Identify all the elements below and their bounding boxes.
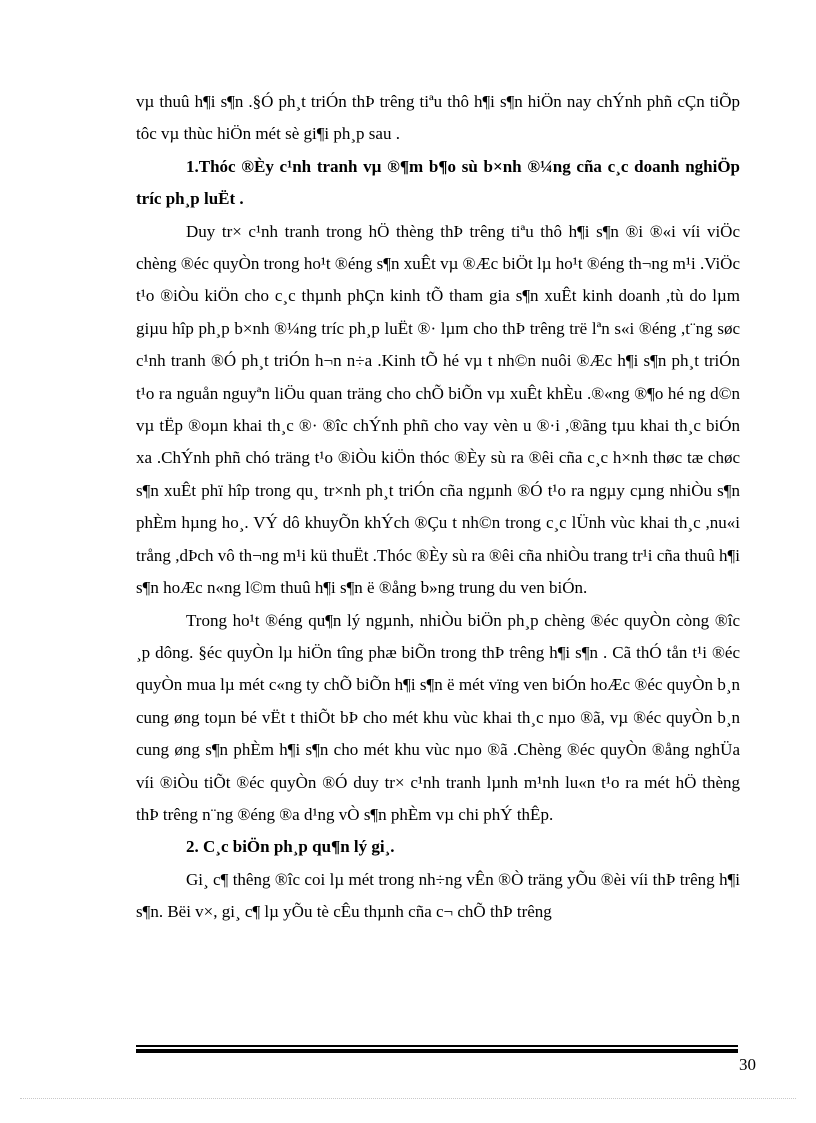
paragraph-anti-monopoly: Trong ho¹t ®éng qu¶n lý ngµnh, nhiÒu biÖn ph¸p chèng ®éc quyÒn còng ®îc ¸p dông. §éc quyÒn lµ hiÖn tîng phæ biÕn trong thÞ trêng h¶i s¶n . Cã thÓ tån t¹i ®éc quyÒn mua lµ mét c«ng ty chÕ biÕn h¶i s¶n ë mét vïng ven biÓn hoÆc ®éc quyÒn b¸n cung øng toµn bé vËt t thiÕt bÞ cho mét khu vùc khai th¸c nµo ®ã, vµ ®éc quyÒn b¸n cung øng s¶n phÈm h¶i s¶n cho mét khu vùc nµo ®ã .Chèng ®éc quyÒn ®ång nghÜa víi ®iÒu tiÕt ®éc quyÒn ®Ó duy tr× c¹nh tranh lµnh m¹nh lu«n t¹o ra mét hÖ thèng thÞ trêng n¨ng ®éng ®a d¹ng vÒ s¶n phÈm vµ chi phÝ thÊp. [136, 610, 740, 824]
paragraph-competition: Duy tr× c¹nh tranh trong hÖ thèng thÞ trêng tiªu thô h¶i s¶n ®i ®«i víi viÖc chèng ®éc quyÒn trong ho¹t ®éng s¶n xuÊt vµ ®Æc biÖt lµ ho¹t ®éng th¬ng m¹i .ViÖc t¹o ®iÒu kiÖn cho c¸c thµnh phÇn kinh tÕ tham gia s¶n xuÊt kinh doanh ,tù do lµm giµu hîp ph¸p b×nh ®¼ng tríc ph¸p luËt ®· lµm cho thÞ trêng trë lªn s«i ®éng ,t¨ng søc c¹nh tranh ®Ó ph¸t triÓn h¬n n÷a .Kinh tÕ hé vµ t nh©n nuôi ®Æc h¶i s¶n ph¸t triÓn t¹o ra nguån nguyªn liÖu quan träng cho chÕ biÕn vµ xuÊt khÈu .®«ng ®¶o hé ng d©n vµ tËp ®oµn khai th¸c ®· ®îc chÝnh phñ cho vay vèn u ®·i ,®ãng tµu khai th¸c biÓn xa .ChÝnh phñ chó träng t¹o ®iÒu kiÖn thóc ®Èy sù ra ®êi cña c¸c h×nh thøc tæ chøc s¶n xuÊt phï hîp trong qu¸ tr×nh ph¸t triÓn cña ngµnh ®Ó t¹o ra ngµy cµng nhiÒu s¶n phÈm hµng ho¸. VÝ dô khuyÕn khÝch ®Çu t nh©n trong c¸c lÜnh vùc khai th¸c ,nu«i trång ,dÞch vô th¬ng m¹i kü thuËt .Thóc ®Èy sù ra ®êi cña nhiÒu trang tr¹i cña thuû h¶i s¶n hoÆc n«ng l©m thuû h¶i s¶n ë ®ång b»ng trung du ven biÓn. [136, 221, 740, 598]
footer-divider-thick [136, 1049, 738, 1053]
paragraph-intro: vµ thuû h¶i s¶n .§Ó ph¸t triÓn thÞ trêng tiªu thô h¶i s¶n hiÖn nay chÝnh phñ cÇn tiÕp tôc vµ thùc hiÖn mét sè gi¶i ph¸p sau . [136, 92, 740, 144]
footer-divider-thin [136, 1045, 738, 1047]
body-text [136, 86, 740, 929]
section-heading-2: 2. C¸c biÖn ph¸p qu¶n lý gi¸. [186, 837, 395, 857]
section-heading-1: 1.Thóc ®Èy c¹nh tranh vµ ®¶m b¶o sù b×nh ®¼ng cña c¸c doanh nghiÖp tríc ph¸p luËt . [136, 156, 740, 209]
paragraph-price: Gi¸ c¶ thêng ®îc coi lµ mét trong nh÷ng vÊn ®Ò träng yÕu ®èi víi thÞ trêng h¶i s¶n. Bëi v×, gi¸ c¶ lµ yÕu tè cÊu thµnh cña c¬ chÕ thÞ trêng [136, 869, 740, 922]
page-number: 30 [739, 1055, 756, 1074]
page-edge-divider [20, 1098, 796, 1099]
